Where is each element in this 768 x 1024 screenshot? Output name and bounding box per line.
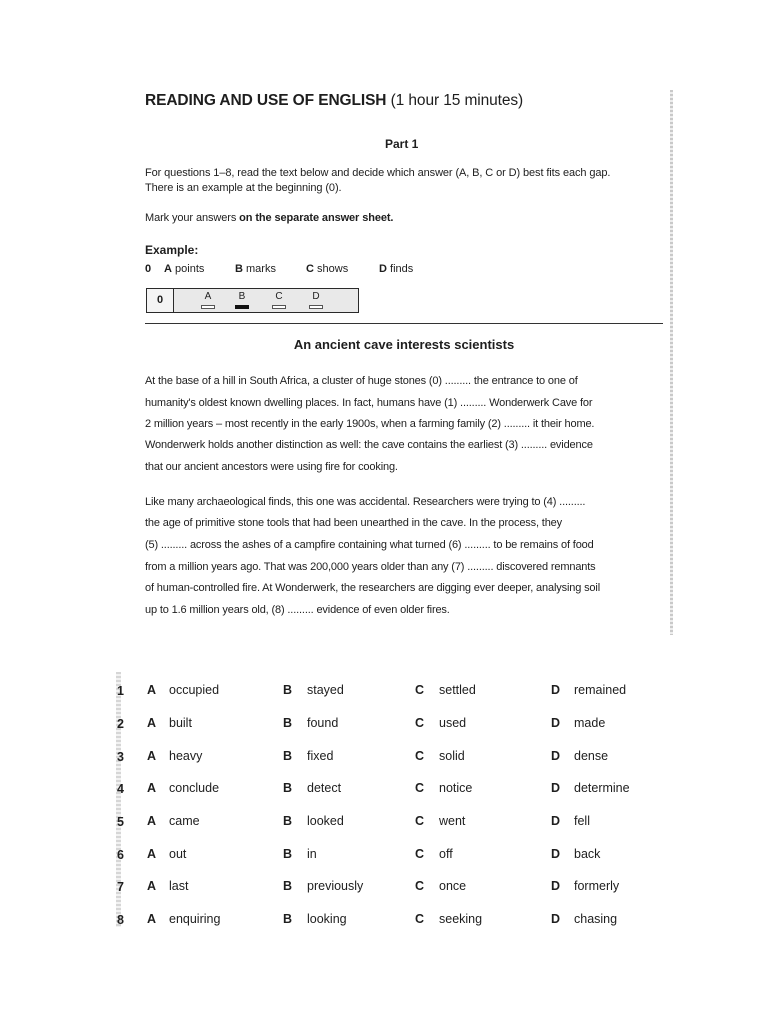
option-letter-c: C: [415, 716, 425, 730]
paragraph-2-line: Like many archaeological finds, this one was accidental. Researchers were trying to (4) .........: [145, 496, 586, 508]
question-number: 5: [117, 815, 124, 829]
option-letter-d: D: [551, 716, 561, 730]
paragraph-1-line: humanity's oldest known dwelling places. In fact, humans have (1) ......... Wonderwerk Cave for: [145, 397, 593, 409]
example-option-c: C shows: [306, 263, 349, 275]
option-letter-c: C: [415, 847, 425, 861]
option-letter-c: C: [415, 683, 425, 697]
option-word-c: used: [439, 716, 467, 730]
question-number: 7: [117, 880, 124, 894]
question-row: [115, 879, 675, 897]
example-label: Example:: [145, 243, 199, 257]
option-letter-a: A: [147, 879, 157, 893]
option-word-c: settled: [439, 683, 476, 697]
option-word-d: formerly: [574, 879, 620, 893]
question-row: [115, 749, 675, 767]
option-letter-c: C: [415, 912, 425, 926]
option-word-a: conclude: [169, 781, 220, 795]
question-number: 8: [117, 913, 124, 927]
mark-instruction-bold: on the separate answer sheet.: [239, 212, 394, 224]
divider: [145, 323, 663, 324]
option-word-d: fell: [574, 814, 590, 828]
option-letter-c: C: [415, 749, 425, 763]
option-letter-b: B: [283, 814, 293, 828]
option-word-b: in: [307, 847, 317, 861]
paragraph-2-line: up to 1.6 million years old, (8) ......... evidence of even older fires.: [145, 604, 450, 616]
option-word-c: once: [439, 879, 467, 893]
page-title-duration: (1 hour 15 minutes): [386, 92, 524, 109]
option-letter-d: D: [551, 814, 561, 828]
option-letter-c: C: [415, 879, 425, 893]
option-letter-d: D: [551, 847, 561, 861]
option-word-b: looked: [307, 814, 344, 828]
answer-box-mark-d: [309, 305, 323, 309]
option-word-a: heavy: [169, 749, 203, 763]
question-row: [115, 912, 675, 930]
question-number: 2: [117, 717, 124, 731]
option-word-b: stayed: [307, 683, 344, 697]
question-row: [115, 847, 675, 865]
option-word-a: occupied: [169, 683, 220, 697]
option-word-a: out: [169, 847, 187, 861]
option-letter-c: C: [415, 814, 425, 828]
example-option-d: D finds: [379, 263, 414, 275]
option-letter-b: B: [283, 847, 293, 861]
example-answer-box: [146, 288, 359, 313]
option-word-c: seeking: [439, 912, 483, 926]
instructions: [145, 166, 670, 196]
mark-instruction: [145, 211, 670, 226]
option-word-a: enquiring: [169, 912, 221, 926]
paragraph-1-line: that our ancient ancestors were using fire for cooking.: [145, 461, 398, 473]
text-title: An ancient cave interests scientists: [293, 337, 515, 352]
option-word-b: looking: [307, 912, 347, 926]
mark-instruction-prefix: Mark your answers: [145, 212, 240, 224]
option-word-b: previously: [307, 879, 364, 893]
option-letter-d: D: [551, 912, 561, 926]
question-row: [115, 683, 675, 701]
option-word-b: found: [307, 716, 339, 730]
option-letter-b: B: [283, 716, 293, 730]
page-title: [145, 92, 645, 110]
option-word-b: fixed: [307, 749, 334, 763]
scan-margin-strip: [670, 90, 673, 635]
option-word-a: last: [169, 879, 189, 893]
option-word-b: detect: [307, 781, 342, 795]
example-options: [145, 263, 445, 277]
option-letter-b: B: [283, 781, 293, 795]
option-letter-a: A: [147, 814, 157, 828]
question-number: 3: [117, 750, 124, 764]
question-number: 6: [117, 848, 124, 862]
paragraph-1-line: At the base of a hill in South Africa, a cluster of huge stones (0) ......... the entrance to one of: [145, 375, 578, 387]
option-letter-c: C: [415, 781, 425, 795]
option-word-d: made: [574, 716, 606, 730]
option-letter-d: D: [551, 781, 561, 795]
option-word-a: built: [169, 716, 192, 730]
question-row: [115, 716, 675, 734]
paragraph-2-line: from a million years ago. That was 200,000 years older than any (7) ......... discovered remnants: [145, 561, 596, 573]
option-letter-d: D: [551, 879, 561, 893]
option-letter-b: B: [283, 912, 293, 926]
answer-box-mark-a: [201, 305, 215, 309]
answer-box-mark-c: [272, 305, 286, 309]
answer-box-mark-b-selected: [235, 305, 249, 309]
page-title-bold: READING AND USE OF ENGLISH: [145, 92, 387, 109]
option-letter-b: B: [283, 749, 293, 763]
option-word-d: chasing: [574, 912, 618, 926]
option-letter-a: A: [147, 912, 157, 926]
option-letter-a: A: [147, 847, 157, 861]
example-option-a: A points: [164, 263, 205, 275]
option-word-c: solid: [439, 749, 465, 763]
option-word-d: remained: [574, 683, 627, 697]
question-row: [115, 814, 675, 832]
option-letter-b: B: [283, 879, 293, 893]
option-letter-a: A: [147, 781, 157, 795]
answer-box-letter-d: D: [312, 291, 320, 302]
option-letter-b: B: [283, 683, 293, 697]
option-letter-a: A: [147, 716, 157, 730]
answer-box-letter-c: C: [275, 291, 283, 302]
option-letter-d: D: [551, 749, 561, 763]
instructions-line-1: For questions 1–8, read the text below and decide which answer (A, B, C or D) best fits each gap.: [145, 167, 611, 179]
option-word-c: went: [439, 814, 466, 828]
paragraph-1-line: Wonderwerk holds another distinction as well: the cave contains the earliest (3) ......... evidence: [145, 439, 593, 451]
answer-box-number: 0: [147, 289, 174, 312]
option-word-c: notice: [439, 781, 473, 795]
paragraph-2-line: (5) ......... across the ashes of a campfire containing what turned (6) ......... to be remains of food: [145, 539, 594, 551]
question-row: [115, 781, 675, 799]
question-number: 4: [117, 782, 124, 796]
option-word-a: came: [169, 814, 200, 828]
part-heading: Part 1: [385, 137, 419, 151]
example-option-b: B marks: [235, 263, 276, 275]
answer-box-letter-a: A: [204, 291, 212, 302]
paragraph-2-line: of human-controlled fire. At Wonderwerk, the researchers are digging ever deeper, analysing soil: [145, 582, 600, 594]
paragraph-1-line: 2 million years – most recently in the early 1900s, when a farming family (2) ......... it their home.: [145, 418, 595, 430]
option-word-d: determine: [574, 781, 630, 795]
option-letter-a: A: [147, 683, 157, 697]
option-word-d: back: [574, 847, 601, 861]
answer-box-letter-b: B: [238, 291, 246, 302]
option-letter-d: D: [551, 683, 561, 697]
question-number: 1: [117, 684, 124, 698]
option-word-d: dense: [574, 749, 609, 763]
paragraph-2-line: the age of primitive stone tools that had been unearthed in the cave. In the process, they: [145, 517, 562, 529]
instructions-line-2: There is an example at the beginning (0).: [145, 182, 342, 194]
option-word-c: off: [439, 847, 453, 861]
option-letter-a: A: [147, 749, 157, 763]
example-number: 0: [145, 263, 152, 275]
